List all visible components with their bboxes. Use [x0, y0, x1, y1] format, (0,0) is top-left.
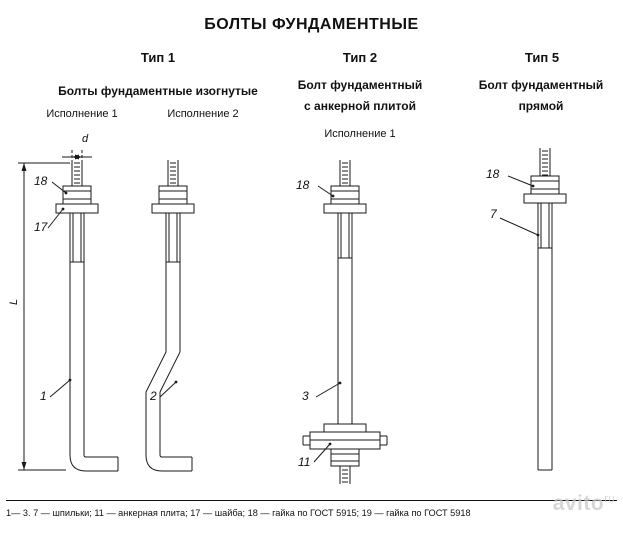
callout-type1-2: 2	[150, 389, 157, 403]
callout-type2-3: 3	[302, 389, 309, 403]
bolt-type1-variant1	[56, 160, 118, 471]
variant-label-type1-1: Исполнение 1	[46, 108, 118, 120]
column-title-type1: Тип 1	[140, 50, 176, 65]
column-subtitle-type2-line2: с анкерной плитой	[304, 99, 416, 113]
watermark	[553, 492, 615, 516]
callout-type2-18: 18	[296, 178, 310, 192]
bolt-type2	[303, 160, 387, 484]
variant-label-type1-2: Исполнение 2	[167, 108, 239, 120]
column-subtitle-type5-line2: прямой	[518, 99, 564, 113]
leaders-type2	[314, 186, 341, 462]
callout-type1-18: 18	[34, 174, 48, 188]
column-subtitle-type5-line1: Болт фундаментный	[478, 78, 604, 92]
watermark-suffix: ru	[604, 493, 615, 505]
callout-type5-18: 18	[486, 167, 500, 181]
callout-type5-7: 7	[490, 207, 497, 221]
variant-label-type2-1: Исполнение 1	[324, 128, 396, 140]
column-subtitle-type1: Болты фундаментные изогнутые	[58, 84, 258, 98]
leaders-type5	[500, 176, 539, 236]
callout-type1-17: 17	[34, 220, 48, 234]
bolt-type1-variant2	[146, 160, 194, 471]
legend-text: 1— 3. 7 — шпильки; 11 — анкерная плита; 17 — шайба; 18 — гайка по ГОСТ 5915; 19 — гайка по ГОСТ 5918	[6, 508, 471, 518]
column-title-type5: Тип 5	[524, 50, 560, 65]
dimension-label-L: L	[8, 298, 20, 305]
bolt-type5	[524, 148, 566, 470]
column-title-type2: Тип 2	[342, 50, 378, 65]
watermark-text: avito	[552, 492, 605, 515]
callout-type1-1: 1	[40, 389, 47, 403]
callout-type2-11: 11	[298, 455, 311, 469]
page-title: БОЛТЫ ФУНДАМЕНТНЫЕ	[204, 16, 419, 33]
dimension-label-d: d	[82, 133, 89, 145]
leaders-type1	[48, 182, 177, 397]
footer-divider	[6, 500, 617, 501]
column-subtitle-type2-line1: Болт фундаментный	[297, 78, 423, 92]
